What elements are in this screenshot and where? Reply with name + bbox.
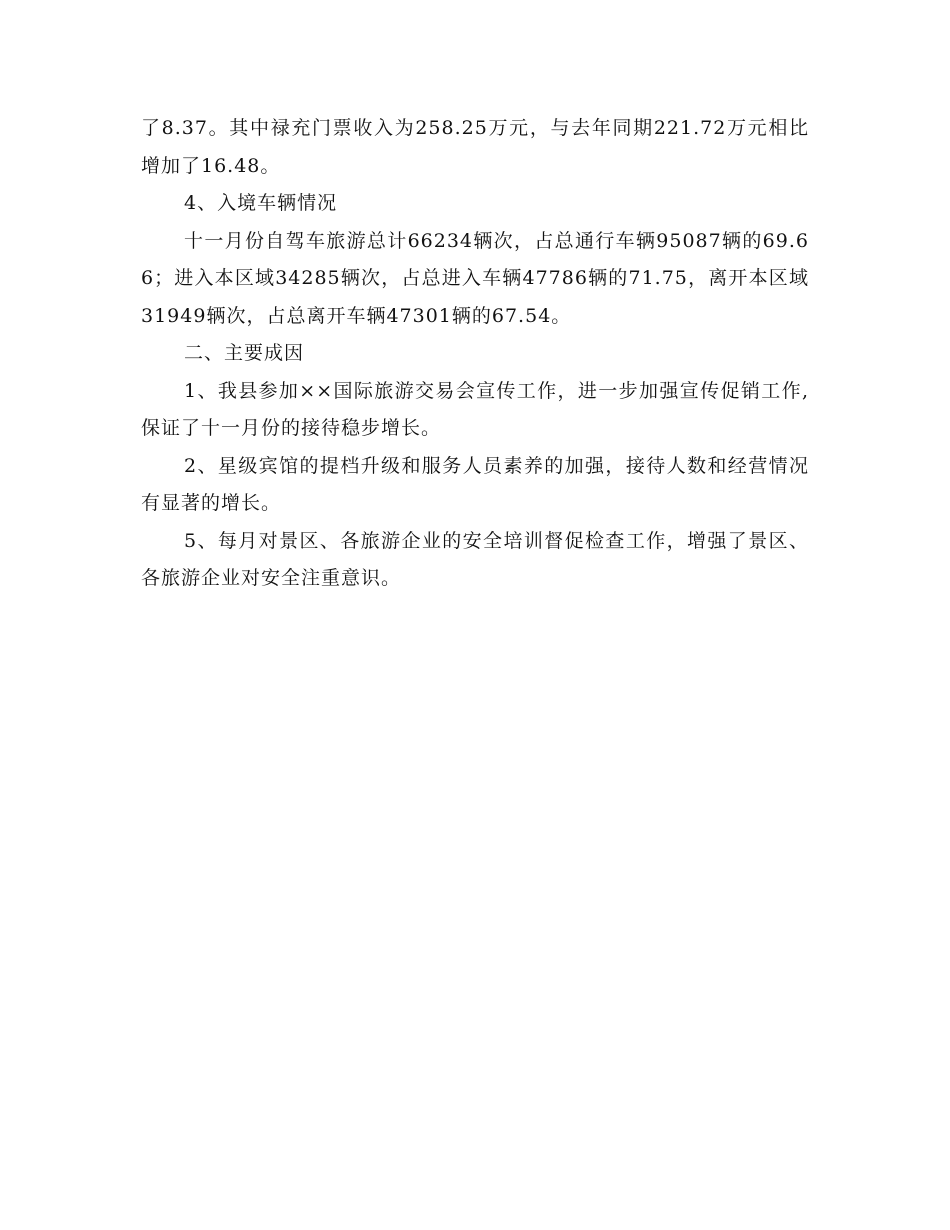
heading-main-causes: 二、主要成因	[184, 342, 305, 364]
paragraph-cause-1: 1、我县参加××国际旅游交易会宣传工作，进一步加强宣传促销工作,保证了十一月份的接待稳步增长。	[141, 379, 809, 439]
paragraph-cause-5: 5、每月对景区、各旅游企业的安全培训督促检查工作，增强了景区、各旅游企业对安全注重意识。	[141, 529, 809, 589]
paragraph-cause-2: 2、星级宾馆的提档升级和服务人员素养的加强，接待人数和经营情况有显著的增长。	[141, 454, 809, 514]
paragraph-ticket-revenue: 了8.37。其中禄充门票收入为258.25万元，与去年同期221.72万元相比增加了16.48。	[141, 117, 809, 177]
paragraph-vehicle-stats: 十一月份自驾车旅游总计66234辆次，占总通行车辆95087辆的69.66；进入本区域34285辆次，占总进入车辆47786辆的71.75，离开本区域31949辆次，占总离开车辆47301辆的67.54。	[141, 229, 809, 327]
heading-vehicle-entry: 4、入境车辆情况	[184, 192, 338, 214]
document-page	[141, 110, 809, 598]
